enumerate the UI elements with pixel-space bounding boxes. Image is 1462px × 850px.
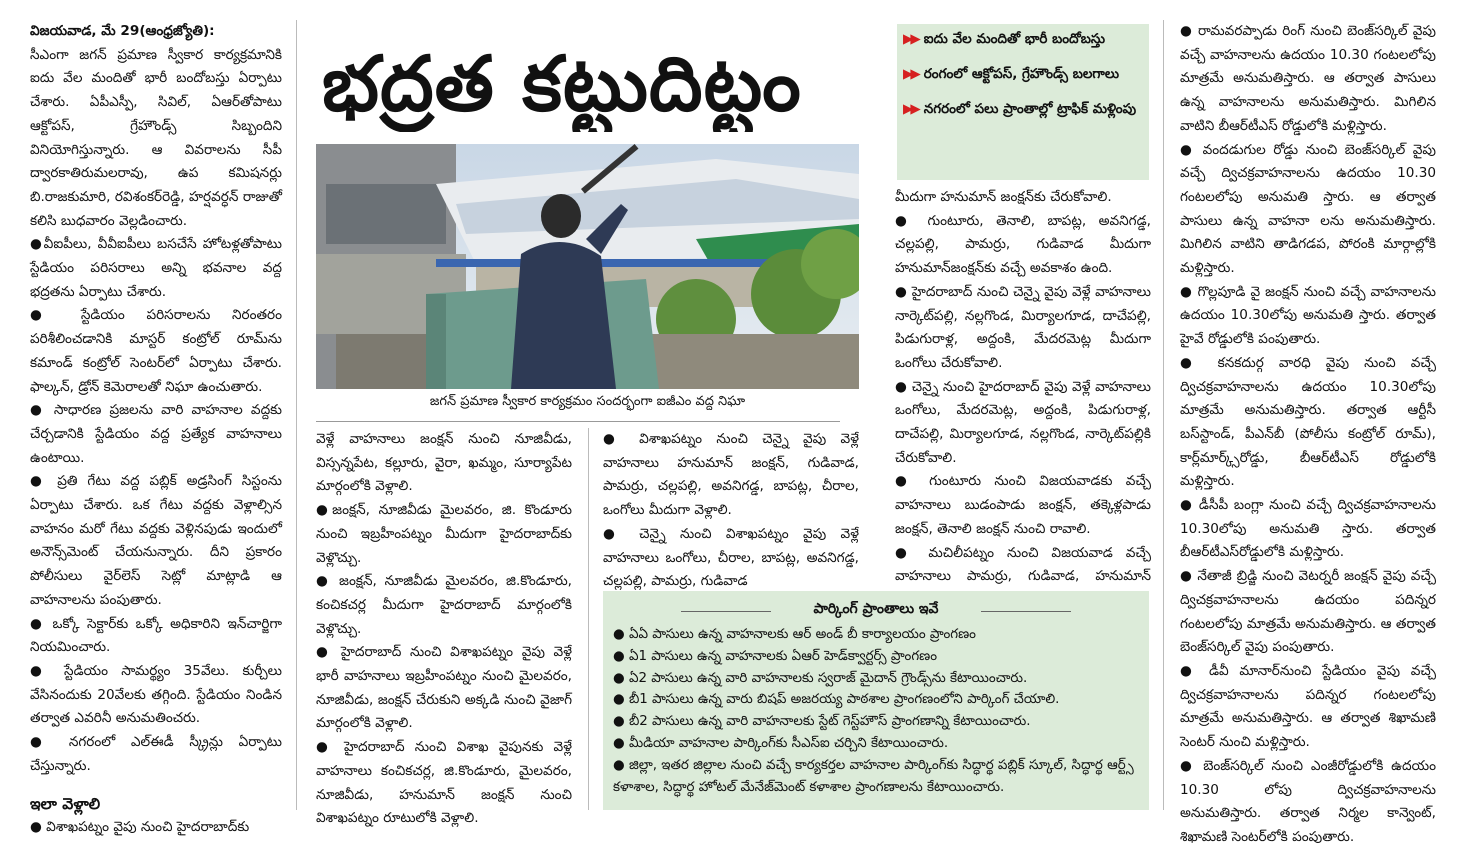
parking-box [603,591,1149,810]
paragraph: ● ప్రతి గేటు వద్ద పబ్లిక్ అడ్రసింగ్ సిస్టంను ఏర్పాటు చేశారు. ఒక గేటు వద్దకు వెళ్లాల్సిన వాహనం మరో గేటు వద్దకు వెళ్లినపుడు ఇందులో అనౌన్స్‌మెంట్ చేయనున్నారు. దీని ప్రకారం పోలీసులు వైర్‌లెస్ సెట్లో మాట్లాడి ఆ వాహనాలను పంపుతారు. [30,473,282,608]
paragraph: ● హైదరాబాద్ నుంచి చెన్నై వైపు వెళ్లే వాహనాలు నార్కెట్‌పల్లి, నల్లగొండ, మిర్యాలగూడ, దాచేపల్లి, పిడుగురాళ్ల, అద్దంకి, మేదరమెట్ల మీదుగా ఒంగోలు చేరుకోవాలి. [895,283,1151,371]
column-4 [895,186,1151,613]
paragraph: వెళ్లే వాహనాలు జంక్షన్ నుంచి నూజివీడు, విస్సన్నపేట, కల్లూరు, వైరా, ఖమ్మం, సూర్యాపేట మార్గంలోకి వెళ్లాలి. [316,431,572,495]
news-photo [316,144,859,389]
arrow-icon: ▶▶ [903,31,918,47]
paragraph: ● సాధారణ ప్రజలను వారి వాహనాల వద్దకు చేర్చడానికి స్టేడియం వద్ద ప్రత్యేక వాహనాలు ఉంటాయి. [30,402,282,466]
caption-rule [316,421,840,422]
paragraph: ●జంక్షన్, నూజివీడు మైలవరం, జి. కొండూరు నుంచి ఇబ్రహీంపట్నం మీదుగా హైదరాబాద్‌కు వెళ్లొచ్చు. [316,502,572,566]
paragraph: ● నగరంలో ఎల్‌ఈడీ స్క్రీన్లు ఏర్పాటు చేస్తున్నారు. [30,734,282,774]
paragraph: ● హైదరాబాద్ నుంచి విశాఖ వైపునకు వెళ్లే వాహనాలు కంచికచర్ల, జి.కొండూరు, మైలవరం, నూజివీడు, హనుమాన్ జంక్షన్ నుంచి విశాఖపట్నం రూటులోకి వెళ్లాలి. [316,739,572,827]
paragraph: ● కనకదుర్గ వారధి వైపు నుంచి వచ్చే ద్విచక్రవాహనాలను ఉదయం 10.30లోపు మాత్రమే అనుమతిస్తారు. తర్వాత ఆర్టీసీ బస్‌స్టాండ్, పీఎన్‌బీ (పోలీసు కంట్రోల్ రూమ్), కార్ల్‌మార్క్స్‌రోడ్డు, బీఆర్‌టీఎస్ రోడ్డులోకి మళ్లిస్తారు. [1180,354,1436,490]
arrow-icon: ▶▶ [903,66,918,82]
column-divider [296,20,297,810]
paragraph: ●వీఐపీలు, వీవీఐపీలు బసచేసే హోటళ్లతోపాటు స్టేడియం పరిసరాలు అన్ని భవనాల వద్ద భద్రతను ఏర్పాటు చేశారు. [30,236,282,300]
paragraph: ● నేతాజీ బ్రిడ్జి నుంచి వెటర్నరీ జంక్షన్ వైపు వచ్చే ద్విచక్రవాహనాలను ఉదయం పదిన్నర గంటలలోపు మాత్రమే అనుమతిస్తారు. ఆ తర్వాత బెంజ్‌సర్కిల్ వైపు పంపుతారు. [1180,568,1436,656]
parking-item: ● మీడియా వాహనాల పార్కింగ్‌కు సీఎస్ఐ చర్చిని కేటాయించారు. [613,735,949,751]
column-divider [588,428,589,810]
paragraph: ● గొల్లపూడి వై జంక్షన్ నుంచి వచ్చే వాహనాలను ఉదయం 10.30లోపు అనుమతి స్తారు. తర్వాత హైవే రోడ్డులోకి పంపుతారు. [1180,283,1436,348]
paragraph: ● స్టేడియం సామర్థ్యం 35వేలు. కుర్చీలు వేసినందుకు 20వేలకు తగ్గింది. స్టేడియం నిండిన తర్వాత ఎవరినీ అనుమతించరు. [30,662,282,727]
highlight-item: ▶▶ ఐదు వేల మందితో భారీ బందోబస్తు [903,31,1106,47]
parking-item: ● ఏ2 పాసులు ఉన్న వారి వాహనాలకు స్వరాజ్ మైదాన్ గ్రౌండ్స్‌ను కేటాయించారు. [613,670,1028,686]
parking-item: ● జిల్లా, ఇతర జిల్లాల నుంచి వచ్చే కార్యకర్తల వాహనాల పార్కింగ్‌కు సిద్ధార్థ పబ్లిక్ స్కూల్, సిద్ధార్థ ఆర్ట్స్ కళాశాల, సిద్ధార్థ హోటల్ మేనేజ్‌మెంట్ కళాశాల ప్రాంగణాలను కేటాయించారు. [613,757,1134,795]
column-1 [30,20,282,840]
paragraph: ● జంక్షన్, నూజివీడు మైలవరం, జి.కొండూరు, కంచికచర్ల మీదుగా హైదరాబాద్ మార్గంలోకి వెళ్లొచ్చు. [316,573,572,637]
paragraph: ● వందడుగుల రోడ్డు నుంచి బెంజ్‌సర్కిల్ వైపు వచ్చే ద్విచక్రవాహనాలను ఉదయం 10.30 గంటలలోపు అనుమతి స్తారు. ఆ తర్వాత పాసులు ఉన్న వాహనా లను అనుమతిస్తారు. మిగిలిన వాటిని తాడిగడప, పోరంకి మార్గాల్లోకి మళ్లిస్తారు. [1180,141,1436,277]
paragraph: ● విశాఖపట్నం నుంచి చెన్నై వైపు వెళ్లే వాహనాలు హనుమాన్ జంక్షన్, గుడివాడ, పామర్రు, చల్లపల్లి, అవనిగడ్డ, బాపట్ల, చీరాల, ఒంగోలు మీదుగా వెళ్లాలి. [603,431,859,519]
paragraph: ● స్టేడియం పరిసరాలను నిరంతరం పరిశీలించడానికి మాస్టర్ కంట్రోల్ రూమ్‌ను కమాండ్ కంట్రోల్ సెంటర్‌లో ఏర్పాటు చేశారు. ఫాల్కన్, డ్రోన్ కెమెరాలతో నిఘా ఉంచుతారు. [30,307,282,395]
headline: భద్రత కట్టుదిట్టం [322,39,802,128]
arrow-icon: ▶▶ [903,101,918,117]
paragraph: ● చెన్నై నుంచి హైదరాబాద్ వైపు వెళ్లే వాహనాలు ఒంగోలు, మేదరమెట్ల, అద్దంకి, పిడుగురాళ్ల, దాచేపల్లి, మిర్యాలగూడ, నల్లగొండ, నార్కెట్‌పల్లికి చేరుకోవాలి. [895,378,1151,466]
photo-illustration [316,144,859,389]
paragraph: ● డీసీపీ బంగ్లా నుంచి వచ్చే ద్విచక్రవాహనాలను 10.30లోపు అనుమతి స్తారు. తర్వాత బీఆర్‌టీఎస్‌రోడ్డులోకి మళ్లిస్తారు. [1180,497,1436,561]
paragraph: ● హైదరాబాద్ నుంచి విశాఖపట్నం వైపు వెళ్లే భారీ వాహనాలు ఇబ్రహీంపట్నం నుంచి మైలవరం, నూజివీడు, జంక్షన్ చేరుకుని అక్కడి నుంచి వైజాగ్ మార్గంలోకి వెళ్లాలి. [316,644,572,732]
paragraph: మీదుగా హనుమాన్ జంక్షన్‌కు చేరుకోవాలి. [895,189,1112,205]
paragraph: ● మచిలీపట్నం నుంచి విజయవాడ వచ్చే వాహనాలు పామర్రు, గుడివాడ, హనుమాన్ [895,544,1151,585]
parking-item: ● ఏ1 పాసులు ఉన్న వాహనాలకు ఏఆర్ హెడ్‌క్వార్టర్స్ ప్రాంగణం [613,648,937,664]
paragraph: సీఎంగా జగన్ ప్రమాణ స్వీకార కార్యక్రమానికి ఐదు వేల మందితో భారీ బందోబస్తు ఏర్పాటు చేశారు. ఏపీఎస్పీ, సివిల్, ఏఆర్‌తోపాటు ఆక్టోపస్, గ్రేహౌండ్స్ సిబ్బందిని వినియోగిస్తున్నారు. ఆ వివరాలను సీపీ ద్వారకాతిరుమలరావు, ఉప కమిషనర్లు బి.రాజకుమారి, రవిశంకర్‌రెడ్డి, హర్షవర్ధన్ రాజుతో కలిసి బుధవారం వెల్లడించారు. [30,46,282,229]
paragraph: ● గుంటూరు నుంచి విజయవాడకు వచ్చే వాహనాలు బుడంపాడు జంక్షన్, తక్కెళ్లపాడు జంక్షన్, తెనాలి జంక్షన్ నుంచి రావాలి. [895,473,1151,537]
subheading: ఇలా వెళ్లాలి [30,794,101,813]
column-2 [316,428,572,831]
paragraph: ● డీవీ మానార్‌నుంచి స్టేడియం వైపు వచ్చే ద్విచక్రవాహనాలను పదిన్నర గంటలలోపు మాత్రమే అనుమతిస్తారు. ఆ తర్వాత శిఖామణి సెంటర్ నుంచి మళ్లిస్తారు. [1180,662,1436,751]
paragraph: ● చెన్నై నుంచి విశాఖపట్నం వైపు వెళ్లే వాహనాలు ఒంగోలు, చీరాల, బాపట్ల, అవనిగడ్డ, చల్లపల్లి, పామర్రు, గుడివాడ [603,525,859,590]
column-divider [1163,20,1164,810]
highlight-item: ▶▶ నగరంలో పలు ప్రాంతాల్లో ట్రాఫిక్ మళ్లింపు [903,101,1137,117]
parking-item: ● బీ1 పాసులు ఉన్న వారు బిషప్ అజరయ్య పాఠశాల ప్రాంగణంలోని పార్కింగ్ చేయాలి. [613,692,1060,708]
column-5 [1180,20,1436,850]
column-3 [603,428,859,594]
paragraph: ● గుంటూరు, తెనాలి, బాపట్ల, అవనిగడ్డ, చల్లపల్లి, పామర్రు, గుడివాడ మీదుగా హనుమాన్‌జంక్షన్‌కు వచ్చే అవకాశం ఉంది. [895,212,1151,277]
dateline: విజయవాడ, మే 29(ఆంధ్రజ్యోతి): [30,23,215,39]
parking-title: పార్కింగ్ ప్రాంతాలు ఇవే [613,601,1139,620]
photo-caption: జగన్ ప్రమాణ స్వీకార కార్యక్రమం సందర్భంగా ఐజీఎం వద్ద నిఘా [429,394,746,409]
highlight-item: ▶▶ రంగంలో ఆక్టోపస్, గ్రేహౌండ్స్ బలగాలు [903,66,1120,82]
paragraph: ● ఒక్కో సెక్టార్‌కు ఒక్కో అధికారిని ఇన్‌చార్జిగా నియమించారు. [30,615,282,656]
parking-item: ● ఏఏ పాసులు ఉన్న వాహనాలకు ఆర్ అండ్ బీ కార్యాలయం ప్రాంగణం [613,627,976,642]
parking-item: ● బీ2 పాసులు ఉన్న వారి వాహనాలకు స్టేట్ గెస్ట్‌హౌస్ ప్రాంగణాన్ని కేటాయించారు. [613,714,1031,730]
highlights-box [897,24,1149,180]
paragraph: ● రామవరప్పాడు రింగ్ నుంచి బెంజ్‌సర్కిల్ వైపు వచ్చే వాహనాలను ఉదయం 10.30 గంటలలోపు మాత్రమే అనుమతిస్తారు. ఆ తర్వాత పాసులు ఉన్న వాహనాలను అనుమతిస్తారు. మిగిలిన వాటిని బీఆర్‌టీఎస్ రోడ్డులోకి మళ్లిస్తారు. [1180,23,1436,134]
paragraph: ● బెంజ్‌సర్కిల్ నుంచి ఎంజీరోడ్డులోకి ఉదయం 10.30 లోపు ద్విచక్రవాహనాలను అనుమతిస్తారు. తర్వాత నిర్మల కాన్వెంట్, శిఖామణి సెంటర్‌లోకి పంపుతారు. [1180,757,1436,845]
paragraph: ● విశాఖపట్నం వైపు నుంచి హైదరాబాద్‌కు [30,819,250,836]
